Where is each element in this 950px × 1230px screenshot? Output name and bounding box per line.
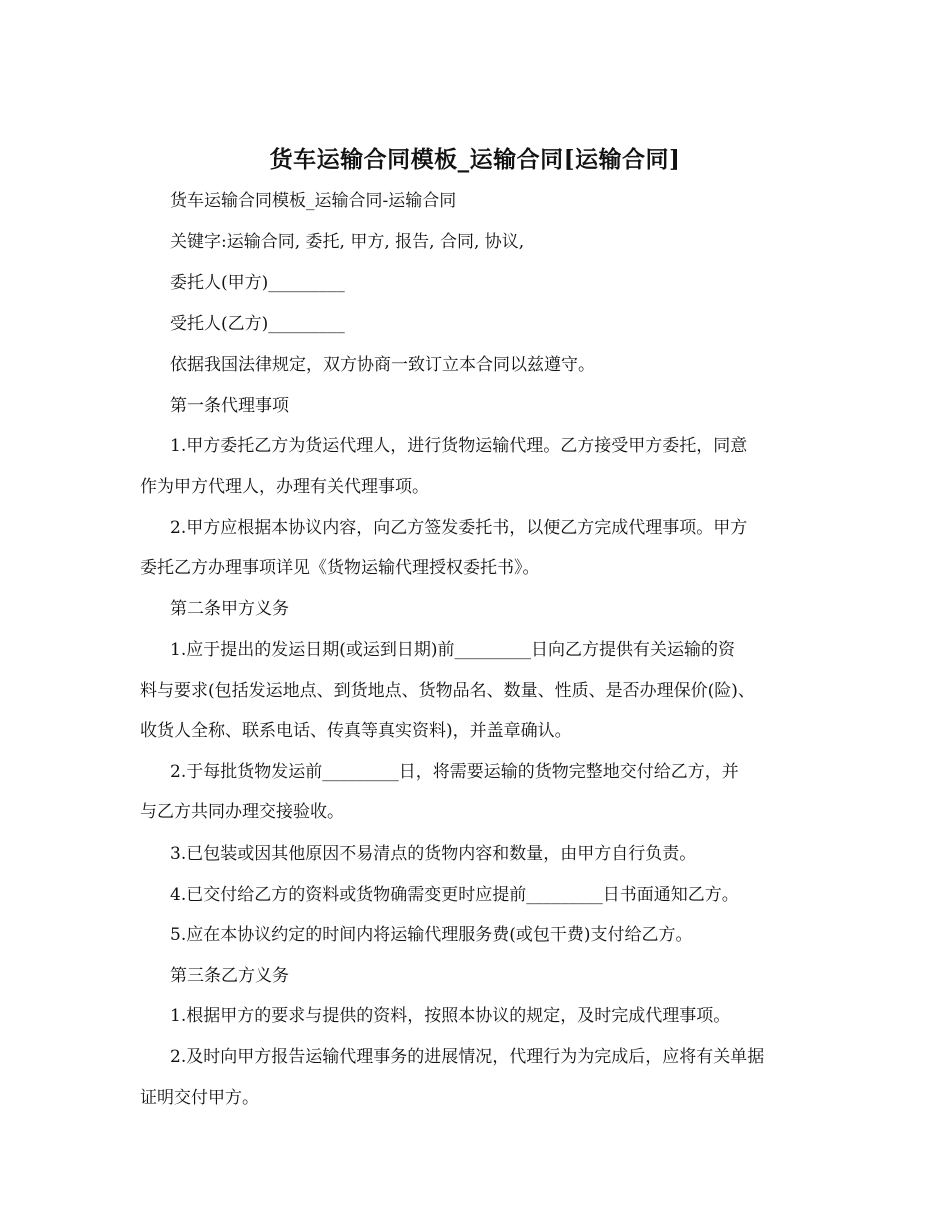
article-2-clause-1-line-2: 料与要求(包括发运地点、到货地点、货物品名、数量、性质、是否办理保价(险)、 — [140, 681, 755, 701]
article-3-clause-1: 1.根据甲方的要求与提供的资料，按照本协议的规定，及时完成代理事项。 — [170, 1006, 731, 1026]
keywords-line: 关键字:运输合同, 委托, 甲方, 报告, 合同, 协议, — [170, 232, 525, 252]
document-title: 货车运输合同模板_运输合同[运输合同] — [269, 146, 681, 173]
article-1-clause-1-line-1: 1.甲方委托乙方为货运代理人，进行货物运输代理。乙方接受甲方委托，同意 — [170, 436, 748, 456]
article-2-heading: 第二条甲方义务 — [170, 599, 289, 619]
agent-party-line: 受托人(乙方)_________ — [170, 314, 345, 334]
article-3-clause-2-line-1: 2.及时向甲方报告运输代理事务的进展情况，代理行为为完成后，应将有关单据 — [170, 1047, 765, 1067]
article-3-heading: 第三条乙方义务 — [170, 966, 289, 986]
article-1-heading: 第一条代理事项 — [170, 396, 289, 416]
article-3-clause-2-line-2: 证明交付甲方。 — [140, 1088, 259, 1108]
article-2-clause-3: 3.已包装或因其他原因不易清点的货物内容和数量，由甲方自行负责。 — [170, 844, 697, 864]
article-1-clause-2-line-2: 委托乙方办理事项详见《货物运输代理授权委托书》。 — [140, 558, 540, 578]
subtitle-line: 货车运输合同模板_运输合同-运输合同 — [170, 191, 457, 211]
principal-party-line: 委托人(甲方)_________ — [170, 273, 345, 293]
article-2-clause-1-line-1: 1.应于提出的发运日期(或运到日期)前_________日向乙方提供有关运输的资 — [170, 640, 735, 660]
article-2-clause-2-line-2: 与乙方共同办理交接验收。 — [140, 802, 344, 822]
article-2-clause-2-line-1: 2.于每批货物发运前_________日，将需要运输的货物完整地交付给乙方，并 — [170, 762, 739, 782]
preamble-line: 依据我国法律规定，双方协商一致订立本合同以兹遵守。 — [170, 355, 595, 375]
article-1-clause-2-line-1: 2.甲方应根据本协议内容，向乙方签发委托书，以便乙方完成代理事项。甲方 — [170, 518, 748, 538]
article-2-clause-4: 4.已交付给乙方的资料或货物确需变更时应提前_________日书面通知乙方。 — [170, 885, 739, 905]
article-1-clause-1-line-2: 作为甲方代理人，办理有关代理事项。 — [140, 477, 429, 497]
article-2-clause-1-line-3: 收货人全称、联系电话、传真等真实资料)，并盖章确认。 — [140, 721, 572, 741]
article-2-clause-5: 5.应在本协议约定的时间内将运输代理服务费(或包干费)支付给乙方。 — [170, 925, 693, 945]
